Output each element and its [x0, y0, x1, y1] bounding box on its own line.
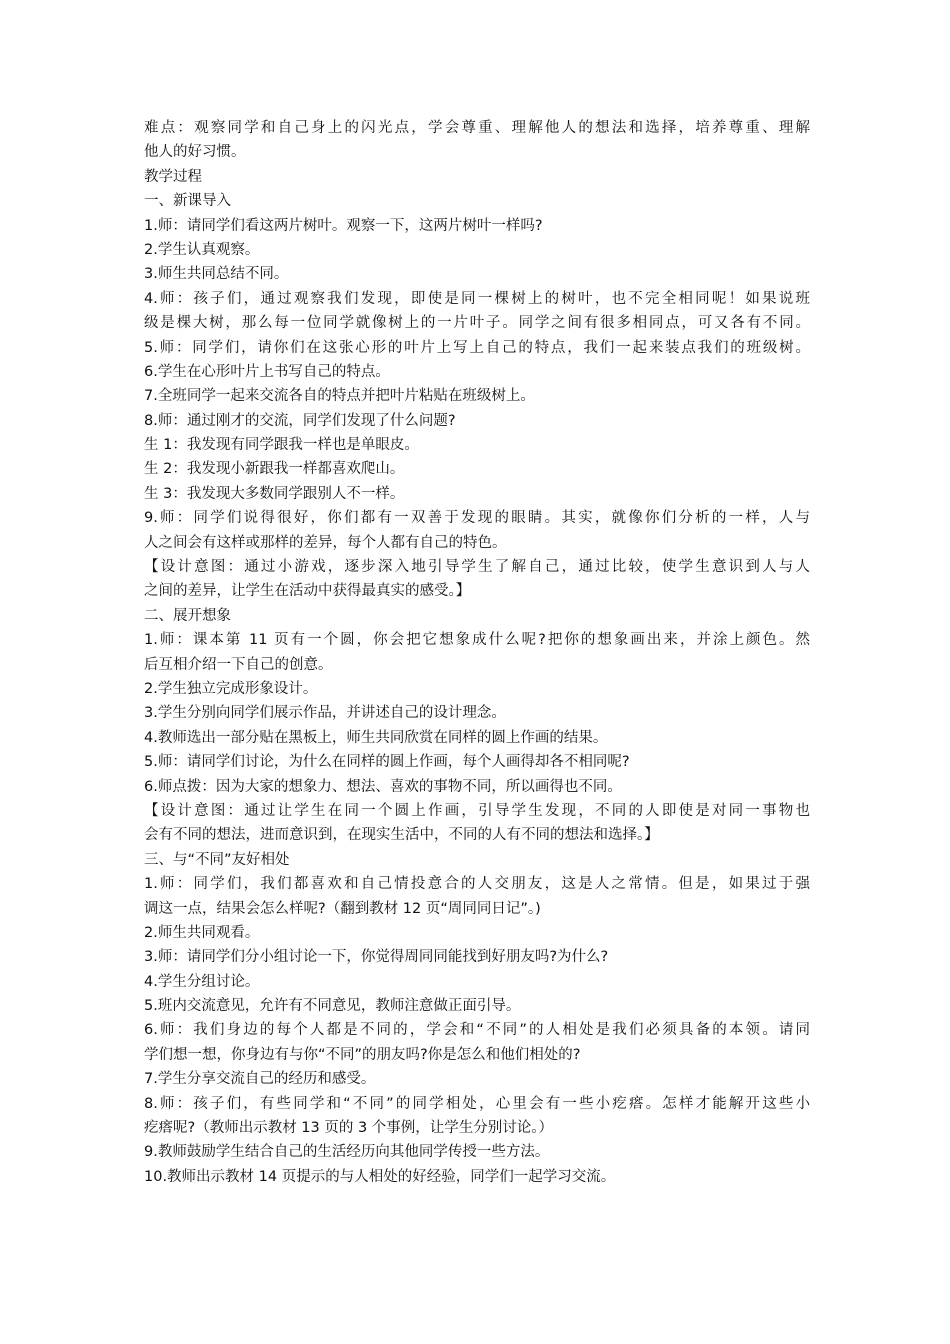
text-line: 5.班内交流意见，允许有不同意见，教师注意做正面引导。	[144, 998, 521, 1015]
text-line: 疙瘩呢?（教师出示教材 13 页的 3 个事例，让学生分别讨论。）	[144, 1120, 554, 1137]
text-line: 6.师点拨：因为大家的想象力、想法、喜欢的事物不同，所以画得也不同。	[144, 778, 622, 795]
text-line: 一、新课导入	[144, 193, 231, 210]
text-line: 5.师：请同学们讨论，为什么在同样的圆上作画，每个人画得却各不相同呢?	[144, 754, 630, 771]
text-line: 7.学生分享交流自己的经历和感受。	[144, 1071, 376, 1088]
text-line: 1.师：请同学们看这两片树叶。观察一下，这两片树叶一样吗?	[144, 217, 543, 234]
text-line: 1.师：课本第 11 页有一个圆，你会把它想象成什么呢?把你的想象画出来，并涂上颜色。然	[144, 632, 810, 649]
text-line: 5.师：同学们，请你们在这张心形的叶片上写上自己的特点，我们一起来装点我们的班级树。	[144, 339, 810, 356]
text-line: 生 3：我发现大多数同学跟别人不一样。	[144, 485, 405, 502]
text-line: 3.师：请同学们分小组讨论一下，你觉得周同同能找到好朋友吗?为什么?	[144, 949, 609, 966]
text-line: 6.学生在心形叶片上书写自己的特点。	[144, 363, 390, 380]
text-line: 后互相介绍一下自己的创意。	[144, 656, 333, 673]
text-line: 调这一点，结果会怎么样呢?（翻到教材 12 页“周同同日记”。)	[144, 900, 541, 917]
text-line: 9.教师鼓励学生结合自己的生活经历向其他同学传授一些方法。	[144, 1144, 550, 1161]
text-line: 3.师生共同总结不同。	[144, 266, 289, 283]
text-line: 2.学生独立完成形象设计。	[144, 680, 318, 697]
text-line: 2.师生共同观看。	[144, 924, 260, 941]
text-line: 之间的差异，让学生在活动中获得最真实的感受。】	[144, 583, 471, 600]
text-line: 8.师：通过刚才的交流，同学们发现了什么问题?	[144, 412, 456, 429]
text-line: 生 2：我发现小新跟我一样都喜欢爬山。	[144, 461, 405, 478]
text-line: 【设计意图：通过让学生在同一个圆上作画，引导学生发现，不同的人即使是对同一事物也	[144, 802, 810, 819]
text-line: 4.师：孩子们，通过观察我们发现，即使是同一棵树上的树叶，也不完全相同呢！如果说班	[144, 290, 810, 307]
text-line: 7.全班同学一起来交流各自的特点并把叶片粘贴在班级树上。	[144, 388, 535, 405]
text-line: 3.学生分别向同学们展示作品，并讲述自己的设计理念。	[144, 705, 506, 722]
text-line: 二、展开想象	[144, 607, 231, 624]
text-line: 9.师：同学们说得很好，你们都有一双善于发现的眼睛。其实，就像你们分析的一样，人与	[144, 510, 810, 527]
text-line: 8.师：孩子们，有些同学和“不同”的同学相处，心里会有一些小疙瘩。怎样才能解开这些小	[144, 1095, 810, 1112]
text-line: 4.学生分组讨论。	[144, 973, 260, 990]
text-line: 【设计意图：通过小游戏，逐步深入地引导学生了解自己，通过比较，使学生意识到人与人	[144, 559, 810, 576]
text-line: 2.学生认真观察。	[144, 241, 260, 258]
text-line: 6.师：我们身边的每个人都是不同的，学会和“不同”的人相处是我们必须具备的本领。请同	[144, 1022, 810, 1039]
text-line: 10.教师出示教材 14 页提示的与人相处的好经验，同学们一起学习交流。	[144, 1168, 616, 1185]
text-line: 级是棵大树，那么每一位同学就像树上的一片叶子。同学之间有很多相同点，可又各有不同。	[144, 315, 810, 332]
text-line: 难点：观察同学和自己身上的闪光点，学会尊重、理解他人的想法和选择，培养尊重、理解	[144, 120, 810, 136]
text-line: 会有不同的想法，进而意识到，在现实生活中，不同的人有不同的想法和选择。】	[144, 827, 659, 844]
text-line: 1.师：同学们，我们都喜欢和自己情投意合的人交朋友，这是人之常情。但是，如果过于强	[144, 876, 810, 893]
text-line: 生 1：我发现有同学跟我一样也是单眼皮。	[144, 437, 419, 454]
text-line: 三、与“不同”友好相处	[144, 851, 290, 868]
text-line: 他人的好习惯。	[144, 144, 246, 161]
text-line: 4.教师选出一部分贴在黑板上，师生共同欣赏在同样的圆上作画的结果。	[144, 729, 608, 746]
document-page	[144, 116, 810, 1189]
text-line: 学们想一想，你身边有与你“不同”的朋友吗?你是怎么和他们相处的?	[144, 1046, 581, 1063]
text-line: 教学过程	[144, 168, 202, 185]
text-line: 人之间会有这样或那样的差异，每个人都有自己的特色。	[144, 534, 507, 551]
